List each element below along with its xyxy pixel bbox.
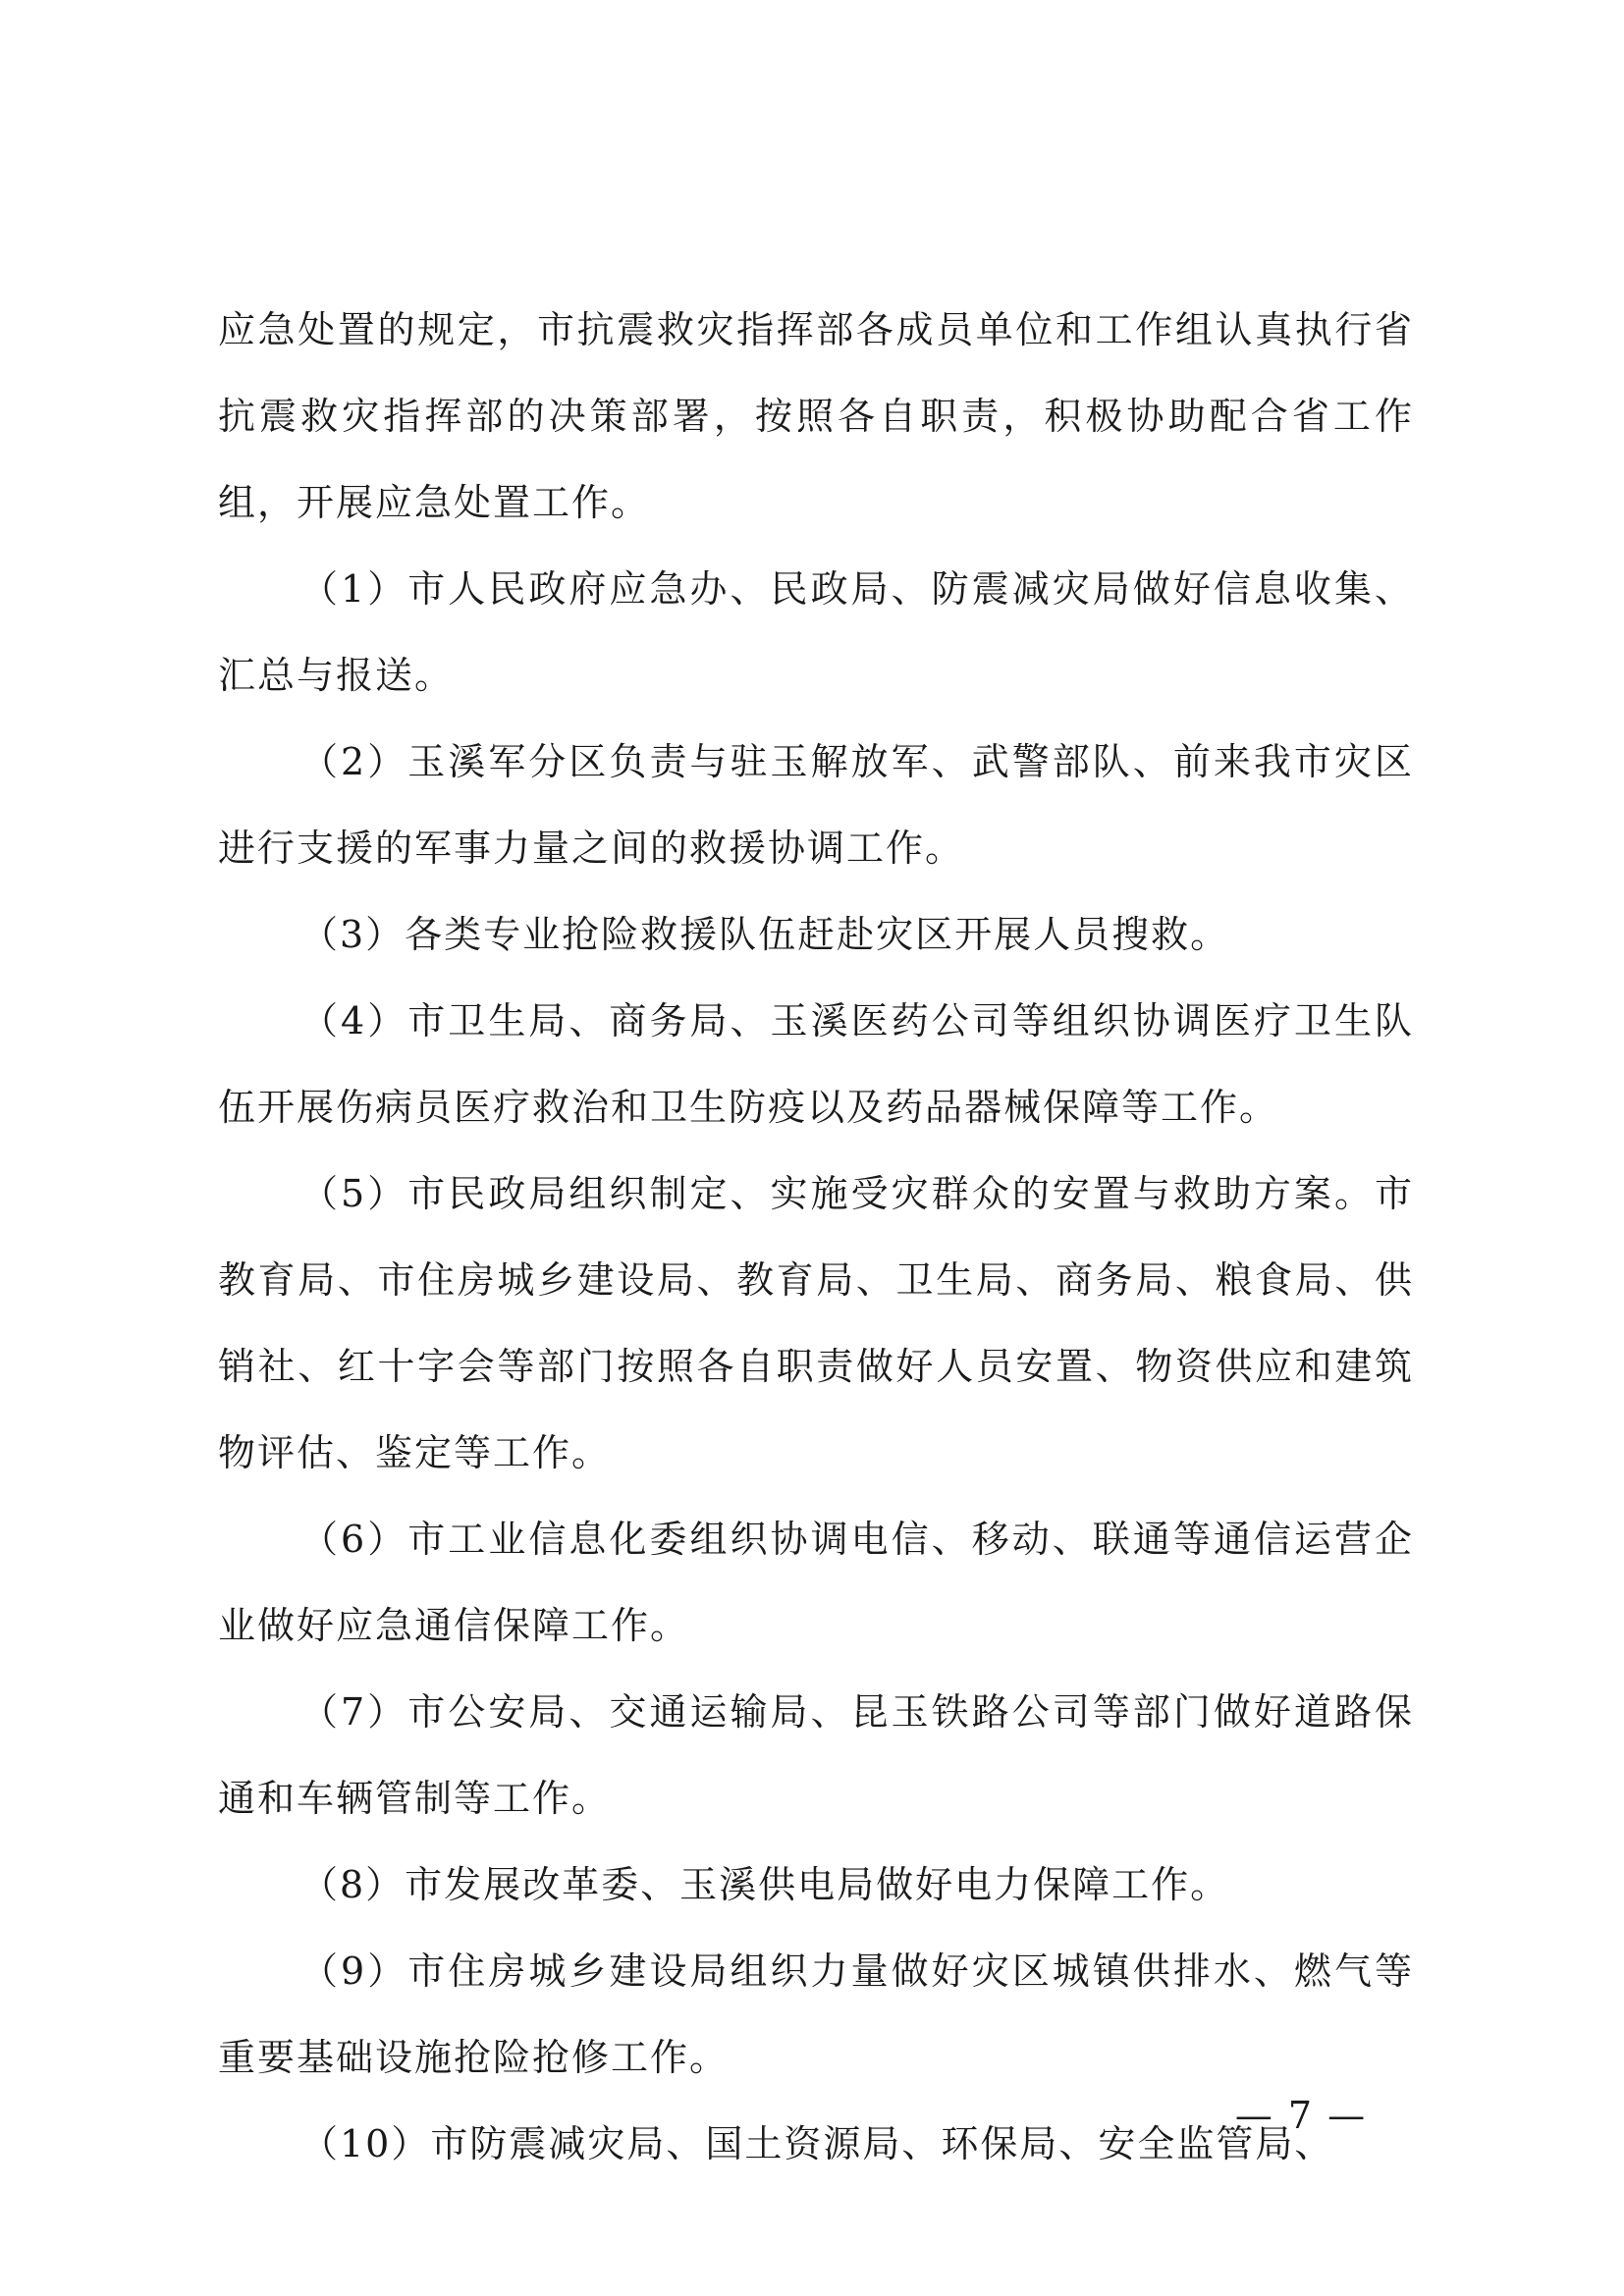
paragraph-item-5: （5）市民政局组织制定、实施受灾群众的安置与救助方案。市教育局、市住房城乡建设局、教育局、卫生局、商务局、粮食局、供销社、红十字会等部门按照各自职责做好人员安置、物资供应和建筑物评估、鉴定等工作。 [218,1172,1414,1474]
paragraph-item-1: （1）市人民政府应急办、民政局、防震减灾局做好信息收集、汇总与报送。 [218,567,1414,697]
paragraph-item-6: （6）市工业信息化委组织协调电信、移动、联通等通信运营企业做好应急通信保障工作。 [218,1518,1414,1647]
paragraph-item-7: （7）市公安局、交通运输局、昆玉铁路公司等部门做好道路保通和车辆管制等工作。 [218,1690,1414,1820]
paragraph-continuation: 应急处置的规定，市抗震救灾指挥部各成员单位和工作组认真执行省抗震救灾指挥部的决策部署，按照各自职责，积极协助配合省工作组，开展应急处置工作。 [218,308,1414,524]
paragraph-item-9: （9）市住房城乡建设局组织力量做好灾区城镇供排水、燃气等重要基础设施抢险抢修工作。 [218,1949,1414,2079]
paragraph-item-4: （4）市卫生局、商务局、玉溪医药公司等组织协调医疗卫生队伍开展伤病员医疗救治和卫生防疫以及药品器械保障等工作。 [218,999,1414,1129]
document-body [218,287,1414,2187]
paragraph-item-8: （8）市发展改革委、玉溪供电局做好电力保障工作。 [300,1863,1230,1906]
paragraph-item-3: （3）各类专业抢险救援队伍赶赴灾区开展人员搜救。 [300,913,1230,956]
paragraph-item-10: （10）市防震减灾局、国土资源局、环保局、安全监管局、 [300,2122,1334,2165]
page-number: — 7 — [1234,2094,1368,2137]
paragraph-item-2: （2）玉溪军分区负责与驻玉解放军、武警部队、前来我市灾区进行支援的军事力量之间的救援协调工作。 [218,740,1414,870]
